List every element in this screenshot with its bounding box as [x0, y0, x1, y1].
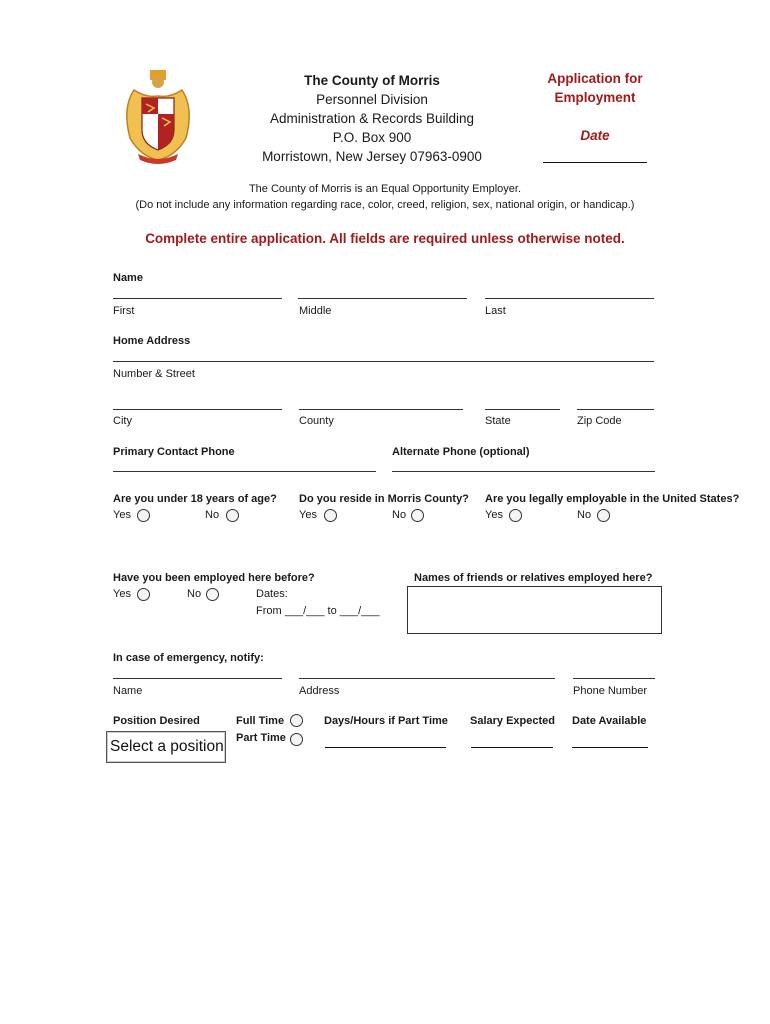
first-name-field[interactable] [113, 298, 282, 299]
reside-yes-label: Yes [299, 509, 317, 521]
emergency-address-label: Address [299, 685, 340, 697]
date-available-field[interactable] [572, 747, 648, 748]
under18-no-label: No [205, 509, 220, 521]
emergency-name-label: Name [113, 685, 143, 697]
date-label: Date [580, 128, 610, 143]
city-label: City [113, 415, 132, 427]
employed-yes-label: Yes [113, 588, 131, 600]
salary-label: Salary Expected [470, 715, 555, 727]
salary-field[interactable] [471, 747, 553, 748]
po-box-line: P.O. Box 900 [332, 130, 412, 145]
relatives-textbox[interactable] [407, 586, 662, 634]
reside-no-label: No [392, 509, 407, 521]
emergency-section-label: In case of emergency, notify: [113, 652, 264, 664]
under18-question: Are you under 18 years of age? [113, 493, 277, 505]
address-section-label: Home Address [113, 335, 191, 347]
first-label: First [113, 305, 135, 317]
employable-no-radio[interactable] [597, 509, 610, 522]
instructions: Complete entire application. All fields are required unless otherwise noted. [145, 231, 625, 246]
primary-phone-field[interactable] [113, 471, 376, 472]
emergency-phone-label: Phone Number [573, 685, 647, 697]
date-field[interactable] [543, 162, 647, 163]
employable-no-label: No [577, 509, 592, 521]
alternate-phone-field[interactable] [392, 471, 655, 472]
relatives-question: Names of friends or relatives employed here? [414, 572, 653, 584]
position-desired-label: Position Desired [113, 715, 200, 727]
last-name-field[interactable] [485, 298, 654, 299]
state-field[interactable] [485, 409, 560, 410]
county-seal-logo [120, 68, 196, 168]
county-field[interactable] [299, 409, 463, 410]
emergency-name-field[interactable] [113, 678, 282, 679]
street-label: Number & Street [113, 368, 195, 380]
reside-yes-radio[interactable] [324, 509, 337, 522]
reside-no-radio[interactable] [411, 509, 424, 522]
employed-yes-radio[interactable] [137, 588, 150, 601]
emergency-address-field[interactable] [299, 678, 555, 679]
employable-question: Are you legally employable in the United States? [485, 493, 740, 505]
form-title-line1: Application for [547, 71, 643, 86]
street-field[interactable] [113, 361, 654, 362]
middle-label: Middle [299, 305, 332, 317]
emergency-phone-field[interactable] [573, 678, 655, 679]
reside-question: Do you reside in Morris County? [299, 493, 469, 505]
employed-before-question: Have you been employed here before? [113, 572, 315, 584]
eoe-notice: The County of Morris is an Equal Opportunity Employer. [248, 183, 522, 195]
city-line: Morristown, New Jersey 07963-0900 [262, 149, 482, 164]
employable-yes-label: Yes [485, 509, 503, 521]
alternate-phone-label: Alternate Phone (optional) [392, 446, 530, 458]
org-name: The County of Morris [304, 73, 440, 88]
employable-yes-radio[interactable] [509, 509, 522, 522]
zip-field[interactable] [577, 409, 654, 410]
position-select[interactable]: Select a position [106, 731, 226, 763]
date-available-label: Date Available [572, 715, 647, 727]
dates-label: Dates: [256, 588, 288, 600]
days-hours-label: Days/Hours if Part Time [324, 715, 448, 727]
building-line: Administration & Records Building [269, 111, 475, 126]
employed-no-label: No [187, 588, 202, 600]
zip-label: Zip Code [577, 415, 622, 427]
last-label: Last [485, 305, 506, 317]
under18-no-radio[interactable] [226, 509, 239, 522]
state-label: State [485, 415, 511, 427]
middle-name-field[interactable] [298, 298, 467, 299]
full-time-radio[interactable] [290, 714, 303, 727]
part-time-label: Part Time [236, 732, 286, 744]
name-section-label: Name [113, 272, 143, 284]
part-time-radio[interactable] [290, 733, 303, 746]
primary-phone-label: Primary Contact Phone [113, 446, 235, 458]
county-label: County [299, 415, 334, 427]
full-time-label: Full Time [236, 715, 285, 727]
city-field[interactable] [113, 409, 282, 410]
employed-no-radio[interactable] [206, 588, 219, 601]
from-to-dates-field[interactable]: From ___/___ to ___/___ [256, 605, 380, 617]
days-hours-field[interactable] [325, 747, 446, 748]
division-line: Personnel Division [316, 92, 428, 107]
under18-yes-label: Yes [113, 509, 131, 521]
form-title-line2: Employment [554, 90, 636, 105]
disclaimer-notice: (Do not include any information regarding race, color, creed, religion, sex, national origin, or handicap.) [135, 199, 635, 211]
under18-yes-radio[interactable] [137, 509, 150, 522]
